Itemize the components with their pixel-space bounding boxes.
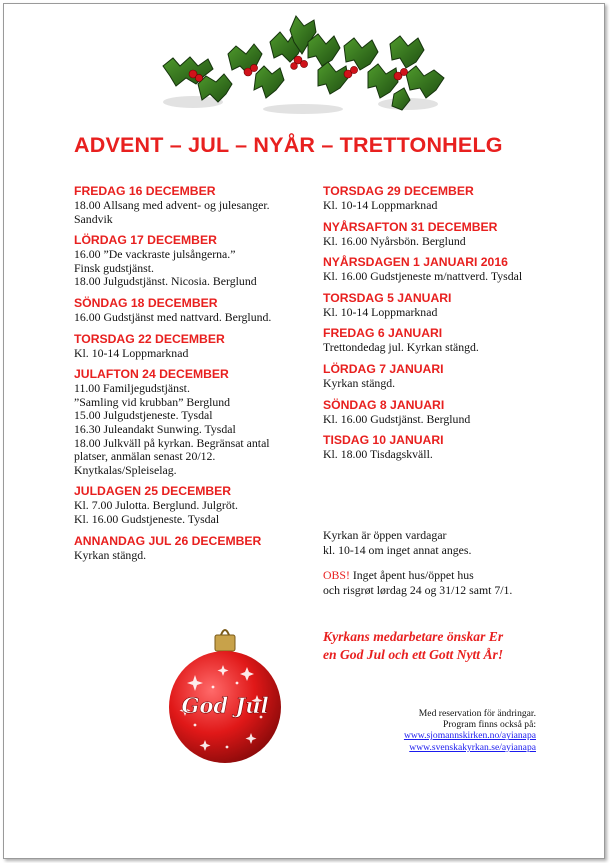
day-heading: NYÅRSDAGEN 1 JANUARI 2016 (323, 255, 508, 270)
schedule-day (323, 184, 573, 213)
event-line: Kl. 16.00 Gudstjeneste. Tysdal (74, 511, 220, 526)
right-schedule-column (323, 184, 573, 469)
schedule-day (323, 398, 573, 427)
event-line: Kl. 16.00 Nyårsbön. Berglund (323, 233, 466, 248)
event-line: Kl. 16.00 Gudstjeneste m/nattverd. Tysdal (323, 269, 523, 284)
obs-text: Inget åpent hus/öppet hus (349, 568, 474, 582)
link-sjomannskirken[interactable]: www.sjomannskirken.no/ayianapa (403, 730, 536, 742)
event-line: 11.00 Familjegudstjänst. (74, 381, 190, 396)
event-line: Finsk gudstjänst. (74, 260, 154, 275)
obs-note (323, 568, 512, 597)
schedule-day (74, 367, 314, 477)
event-line: Kl. 10-14 Loppmarknad (323, 304, 438, 319)
event-line: 16.00 ”De vackraste julsångerna.” (74, 247, 236, 262)
event-line: Knytkalas/Spleiselag. (74, 462, 177, 477)
schedule-day (74, 332, 314, 361)
ornament-text: God Jul (181, 693, 269, 718)
event-line: Sandvik (74, 211, 113, 226)
event-line: Kyrkan stängd. (74, 547, 147, 562)
event-line: Kl. 10-14 Loppmarknad (74, 345, 189, 360)
greeting-line: Kyrkans medarbetare önskar Er (323, 629, 504, 644)
obs-line: och risgrøt lørdag 24 og 31/12 samt 7/1. (323, 582, 513, 597)
day-heading: SÖNDAG 18 DECEMBER (74, 295, 218, 310)
opening-hours-note (323, 528, 471, 557)
day-heading: SÖNDAG 8 JANUARI (323, 397, 445, 412)
day-heading: FREDAG 6 JANUARI (323, 326, 443, 341)
day-heading: LÖRDAG 17 DECEMBER (74, 233, 217, 248)
schedule-day (323, 326, 573, 355)
event-line: ”Samling vid krubban” Berglund (74, 394, 231, 409)
obs-line (323, 568, 512, 583)
day-heading: JULDAGEN 25 DECEMBER (74, 484, 232, 499)
event-line: Kyrkan stängd. (323, 375, 396, 390)
opening-hours-line: Kyrkan är öppen vardagar (323, 528, 447, 542)
greeting-line: en God Jul och ett Gott Nytt År! (323, 646, 504, 662)
schedule-day (323, 362, 573, 391)
event-line: Trettondedag jul. Kyrkan stängd. (323, 340, 479, 355)
schedule-day (74, 296, 314, 325)
day-heading: NYÅRSAFTON 31 DECEMBER (323, 219, 498, 234)
page-title: ADVENT – JUL – NYÅR – TRETTONHELG (74, 133, 503, 157)
event-line: 16.30 Juleandakt Sunwing. Tysdal (74, 421, 236, 436)
day-heading: TORSDAG 22 DECEMBER (74, 331, 225, 346)
event-line: 18.00 Julgudstjänst. Nicosia. Berglund (74, 274, 257, 289)
schedule-day (323, 255, 573, 284)
day-heading: TORSDAG 5 JANUARI (323, 290, 452, 305)
obs-label: OBS! (323, 568, 350, 582)
day-heading: FREDAG 16 DECEMBER (74, 184, 216, 198)
footer-notes (404, 708, 536, 753)
event-line: Kl. 10-14 Loppmarknad (323, 198, 438, 212)
schedule-day (323, 291, 573, 320)
event-line: 15.00 Julgudstjeneste. Tysdal (74, 408, 213, 423)
event-line: 18.00 Julkväll på kyrkan. Begränsat antal (74, 435, 270, 450)
schedule-day (323, 220, 573, 249)
footer-reservation: Med reservation för ändringar. (418, 708, 536, 719)
schedule-day (74, 184, 314, 226)
opening-hours-line: kl. 10-14 om inget annat anges. (323, 542, 472, 557)
event-line: 18.00 Allsang med advent- og julesanger. (74, 198, 270, 212)
day-heading: TORSDAG 29 DECEMBER (323, 184, 474, 198)
left-schedule-column (74, 184, 314, 569)
event-line: 16.00 Gudstjänst med nattvard. Berglund. (74, 309, 272, 324)
christmas-ornament-icon (165, 625, 285, 765)
schedule-day (74, 233, 314, 289)
event-line: Kl. 7.00 Julotta. Berglund. Julgröt. (74, 498, 238, 513)
event-line: Kl. 16.00 Gudstjänst. Berglund (323, 411, 471, 426)
day-heading: LÖRDAG 7 JANUARI (323, 361, 444, 376)
event-line: platser, anmälan senast 20/12. (74, 449, 216, 464)
schedule-day (74, 534, 314, 563)
footer-program-info: Program finns också på: (443, 719, 536, 731)
day-heading: TISDAG 10 JANUARI (323, 433, 444, 448)
day-heading: ANNANDAG JUL 26 DECEMBER (74, 533, 262, 548)
christmas-greeting (323, 628, 503, 663)
day-heading: JULAFTON 24 DECEMBER (74, 367, 229, 382)
schedule-day (74, 484, 314, 526)
link-svenskakyrkan[interactable]: www.svenskakyrkan.se/ayianapa (409, 741, 536, 753)
holly-decoration-icon (158, 14, 448, 116)
event-line: Kl. 18.00 Tisdagskväll. (323, 447, 433, 462)
schedule-day (323, 433, 573, 462)
